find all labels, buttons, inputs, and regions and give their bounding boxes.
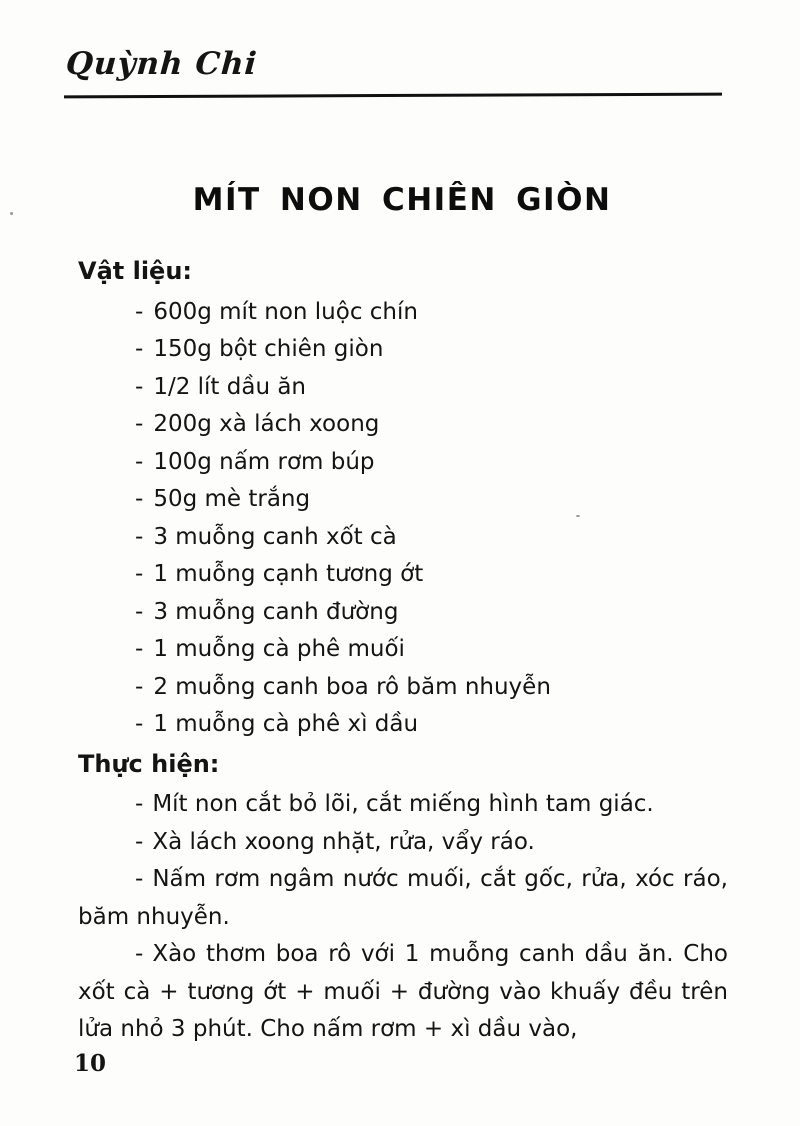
step-text: Xà lách xoong nhặt, rửa, vẩy ráo. [152, 828, 535, 855]
step-text: Xào thơm boa rô với 1 muỗng canh dầu ăn. Cho xốt cà + tương ớt + muối + đường vào khuấy đều trên lửa nhỏ 3 phút. Cho nấm rơm + xì dầu vào, [78, 941, 728, 1042]
bullet-dash: - [135, 711, 144, 737]
page-number: 10 [74, 1050, 107, 1077]
bullet-dash: - [135, 298, 144, 325]
ingredient-text: 150g bột chiên giòn [153, 336, 384, 362]
step-paragraph [78, 824, 728, 862]
ingredient-item [78, 294, 728, 332]
bullet-dash: - [135, 448, 144, 475]
ingredient-text: 50g mè trắng [153, 486, 311, 512]
ingredient-text: 1 muỗng cà phê muối [153, 636, 405, 662]
bullet-dash: - [135, 523, 144, 550]
ingredient-text: 1 muỗng cà phê xì dầu [153, 711, 419, 737]
ingredient-text: 3 muỗng canh xốt cà [153, 523, 397, 550]
ingredient-item [78, 331, 728, 369]
ingredient-item [78, 369, 728, 407]
ingredients-heading: Vật liệu: [78, 257, 193, 285]
bullet-dash: - [135, 336, 144, 362]
page-content [78, 253, 728, 1049]
bullet-dash: - [135, 791, 144, 817]
step-text: Mít non cắt bỏ lõi, cắt miếng hình tam giác. [152, 791, 654, 817]
bullet-dash: - [135, 561, 144, 587]
bullet-dash: - [135, 828, 144, 855]
ingredients-list [78, 294, 728, 744]
steps-heading: Thực hiện: [78, 749, 220, 778]
bullet-dash: - [135, 866, 144, 892]
ingredient-item [78, 481, 728, 519]
ingredient-text: 3 muỗng canh đường [153, 598, 399, 625]
step-paragraph [78, 786, 728, 824]
ingredient-item [78, 706, 728, 744]
scan-speck [10, 212, 13, 215]
bullet-dash: - [135, 673, 144, 700]
bullet-dash: - [135, 636, 144, 662]
ingredient-item [78, 444, 728, 482]
bullet-dash: - [135, 941, 144, 967]
recipe-title: MÍT NON CHIÊN GIÒN [192, 182, 612, 218]
ingredient-item [78, 556, 728, 594]
ingredient-item [78, 669, 728, 707]
ingredient-text: 100g nấm rơm búp [153, 448, 375, 475]
scan-speck [576, 515, 580, 517]
step-paragraph [78, 861, 728, 936]
bullet-dash: - [135, 411, 144, 437]
step-text: Nấm rơm ngâm nước muối, cắt gốc, rửa, xóc ráo, băm nhuyễn. [78, 866, 728, 930]
ingredient-text: 2 muỗng canh boa rô băm nhuyễn [153, 673, 551, 700]
header-divider-rule [64, 93, 722, 99]
bullet-dash: - [135, 486, 144, 512]
bullet-dash: - [135, 373, 144, 400]
ingredient-item [78, 519, 728, 557]
ingredient-text: 1 muỗng cạnh tương ớt [153, 561, 424, 587]
bullet-dash: - [135, 598, 144, 625]
ingredient-item [78, 594, 728, 632]
ingredient-item [78, 406, 728, 444]
ingredient-item [78, 631, 728, 669]
ingredient-text: 200g xà lách xoong [153, 411, 380, 437]
ingredient-text: 1/2 lít dầu ăn [153, 373, 307, 400]
running-header-author: Quỳnh Chi [64, 46, 259, 82]
ingredient-text: 600g mít non luộc chín [153, 298, 418, 325]
step-paragraph [78, 936, 728, 1049]
